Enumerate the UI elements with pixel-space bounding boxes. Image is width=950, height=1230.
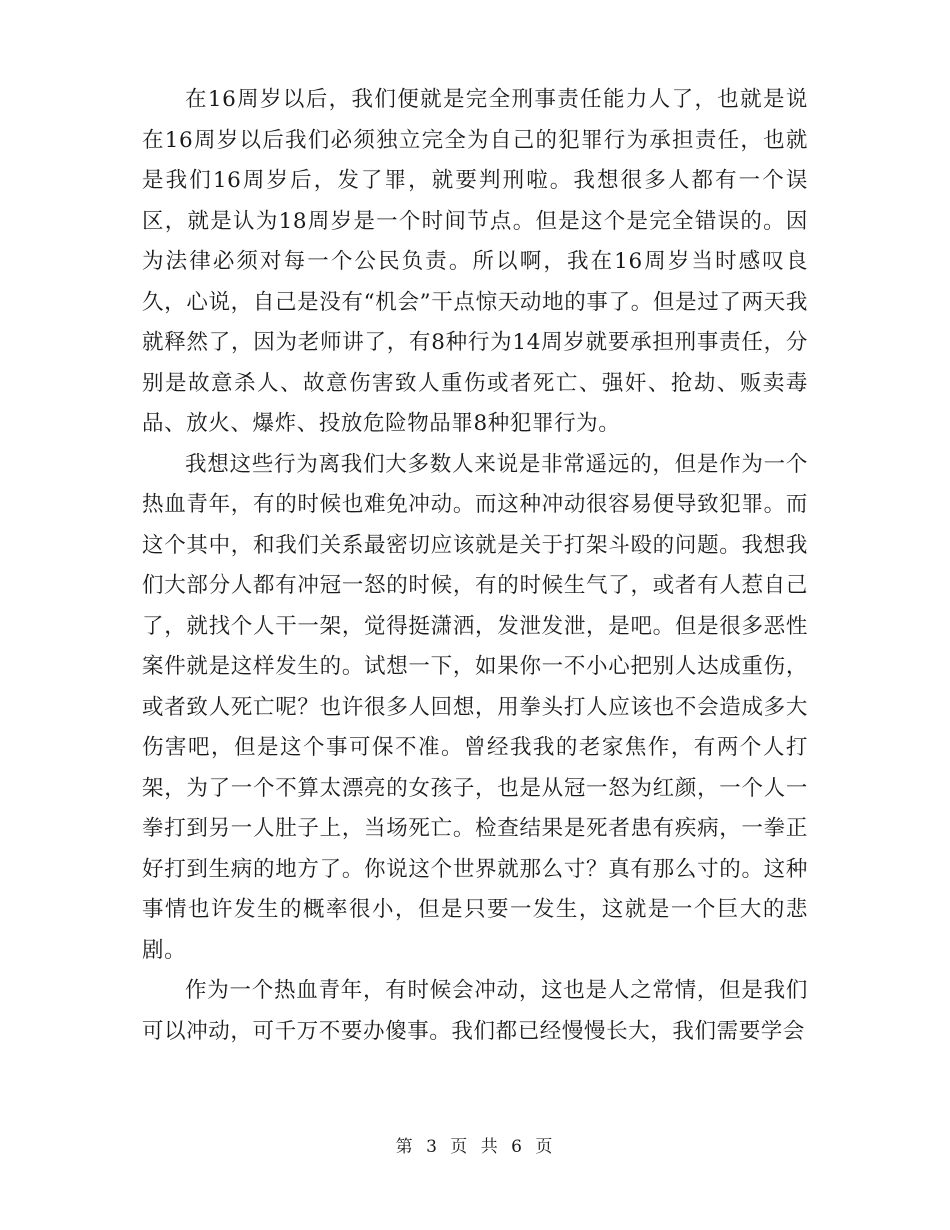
footer-total-unit: 页 xyxy=(535,1137,555,1157)
paragraph-3: 作为一个热血青年，有时候会冲动，这也是人之常情，但是我们可以冲动，可千万不要办傻事。我们都已经慢慢长大，我们需要学会 xyxy=(142,978,808,1044)
footer-total-pages: 6 xyxy=(511,1137,524,1157)
footer-total-prefix: 共 xyxy=(480,1137,500,1157)
page-footer xyxy=(0,1132,950,1157)
paragraph-2: 我想这些行为离我们大多数人来说是非常遥远的，但是作为一个热血青年，有的时候也难免冲动。而这种冲动很容易便导致犯罪。而这个其中，和我们关系最密切应该就是关于打架斗殴的问题。我想我们大部分人都有冲冠一怒的时候，有的时候生气了，或者有人惹自己了，就找个人干一架，觉得挺潇洒，发泄发泄，是吧。但是很多恶性案件就是这样发生的。试想一下，如果你一不小心把别人达成重伤，或者致人死亡呢？也许很多人回想，用拳头打人应该也不会造成多大伤害吧，但是这个事可保不准。曾经我我的老家焦作，有两个人打架，为了一个不算太漂亮的女孩子，也是从冠一怒为红颜，一个人一拳打到另一人肚子上，当场死亡。检查结果是死者患有疾病，一拳正好打到生病的地方了。你说这个世界就那么寸？真有那么寸的。这种事情也许发生的概率很小，但是只要一发生，这就是一个巨大的悲剧。 xyxy=(142,451,808,963)
footer-current-page: 3 xyxy=(426,1137,439,1157)
body-text xyxy=(142,80,808,1052)
footer-page-unit: 页 xyxy=(450,1137,470,1157)
footer-prefix: 第 xyxy=(395,1137,415,1157)
paragraph-1: 在16周岁以后，我们便就是完全刑事责任能力人了，也就是说在16周岁以后我们必须独立完全为自己的犯罪行为承担责任，也就是我们16周岁后，发了罪，就要判刑啦。我想很多人都有一个误区，就是认为18周岁是一个时间节点。但是这个是完全错误的。因为法律必须对每一个公民负责。所以啊，我在16周岁当时感叹良久，心说，自己是没有“机会”干点惊天动地的事了。但是过了两天我就释然了，因为老师讲了，有8种行为14周岁就要承担刑事责任，分别是故意杀人、故意伤害致人重伤或者死亡、强奸、抢劫、贩卖毒品、放火、爆炸、投放危险物品罪8种犯罪行为。 xyxy=(142,87,808,436)
